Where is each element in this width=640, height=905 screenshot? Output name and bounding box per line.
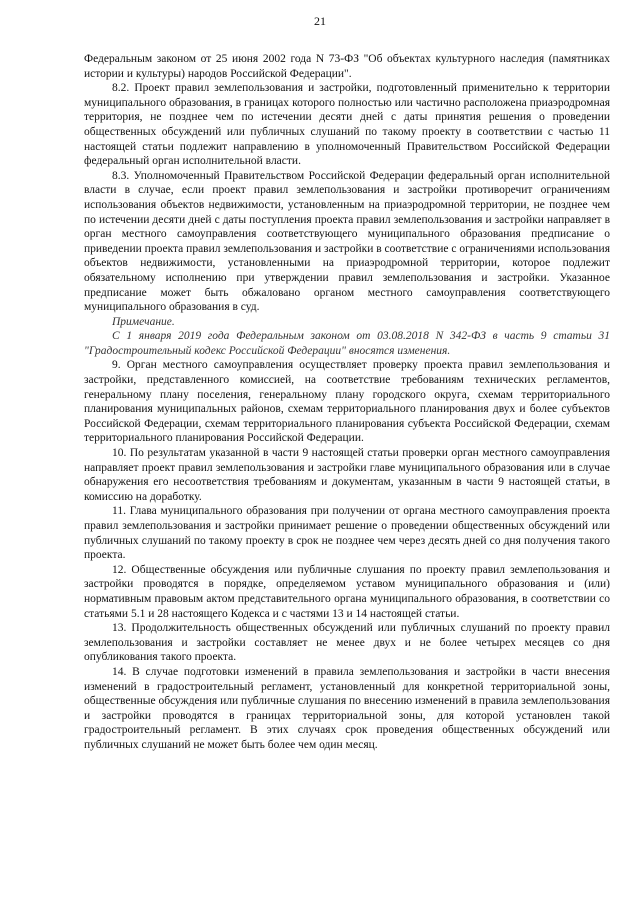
note-text: С 1 января 2019 года Федеральным законом от 03.08.2018 N 342-ФЗ в часть 9 статьи 31 "Градостроительный кодекс Российской Федерации" вносятся изменения. bbox=[84, 330, 610, 357]
paragraph-8-3: 8.3. Уполномоченный Правительством Российской Федерации федеральный орган исполнительной власти в случае, если проект правил землепользования и застройки противоречит ограничениям использования объектов недвижимости, установленным на приаэродромной территории, не позднее чем по истечении десяти дней с даты поступления проекта правил землепользования и застройки направляет в орган местного самоуправления соответствующего муниципального образования предписание о приведении проекта правил землепользования и застройки в соответствие с ограничениями использования объектов недвижимости, установленными на приаэродромной территории, которое подлежит обязательному исполнению при утверждении правил землепользования и застройки. Указанное предписание может быть обжаловано органом местного самоуправления соответствующего муниципального образования в суд. bbox=[84, 169, 610, 314]
document-body bbox=[84, 52, 610, 753]
paragraph-10: 10. По результатам указанной в части 9 настоящей статьи проверки орган местного самоуправления направляет проект правил землепользования и застройки главе муниципального образования или в случае обнаружения его несоответствия требованиям и документам, указанным в части 9 настоящей статьи, в комиссию на доработку. bbox=[84, 447, 610, 503]
paragraph-14: 14. В случае подготовки изменений в правила землепользования и застройки в части внесения изменений в градостроительный регламент, установленный для конкретной территориальной зоны, общественные обсуждения или публичные слушания по внесению изменений в правила землепользования и застройки проводятся в границах территориальной зоны, для которой установлен такой градостроительный регламент. В этих случаях срок проведения общественных обсуждений или публичных слушаний не может быть более чем один месяц. bbox=[84, 665, 610, 751]
paragraph-11: 11. Глава муниципального образования при получении от органа местного самоуправления проекта правил землепользования и застройки принимает решение о проведении общественных обсуждений или публичных слушаний по такому проекту в срок не позднее чем через десять дней со дня получения такого проекта. bbox=[84, 505, 610, 562]
paragraph-8-2: 8.2. Проект правил землепользования и застройки, подготовленный применительно к территории муниципального образования, в границах которого полностью или частично расположена приаэродромная территория, не позднее чем по истечении десяти дней с даты принятия решения о проведении общественных обсуждений или публичных слушаний по такому проекту в соответствии с частью 11 настоящей статьи подлежит направлению в уполномоченный Правительством Российской Федерации федеральный орган исполнительной власти. bbox=[84, 82, 610, 168]
paragraph-continuation: Федеральным законом от 25 июня 2002 года N 73-ФЗ "Об объектах культурного наследия (памятниках истории и культуры) народов Российской Федерации". bbox=[84, 53, 610, 80]
paragraph-13: 13. Продолжительность общественных обсуждений или публичных слушаний по проекту правил землепользования и застройки составляет не менее двух и не более четырех месяцев со дня опубликования такого проекта. bbox=[84, 622, 610, 664]
note-label: Примечание. bbox=[112, 315, 175, 328]
page-number: 21 bbox=[314, 14, 326, 28]
paragraph-12: 12. Общественные обсуждения или публичные слушания по проекту правил землепользования и застройки проводятся в порядке, определяемом уставом муниципального образования и (или) нормативным правовым актом представительного органа муниципального образования, в соответствии со статьями 5.1 и 28 настоящего Кодекса и с частями 13 и 14 настоящей статьи. bbox=[84, 563, 610, 620]
paragraph-9: 9. Орган местного самоуправления осуществляет проверку проекта правил землепользования и застройки, представленного комиссией, на соответствие требованиям технических регламентов, генеральному плану поселения, генеральному плану городского округа, схемам территориального планирования муниципальных районов, схемам территориального планирования двух и более субъектов Российской Федерации, схемам территориального планирования субъекта Российской Федерации, схемам территориального планирования Российской Федерации. bbox=[84, 359, 610, 445]
